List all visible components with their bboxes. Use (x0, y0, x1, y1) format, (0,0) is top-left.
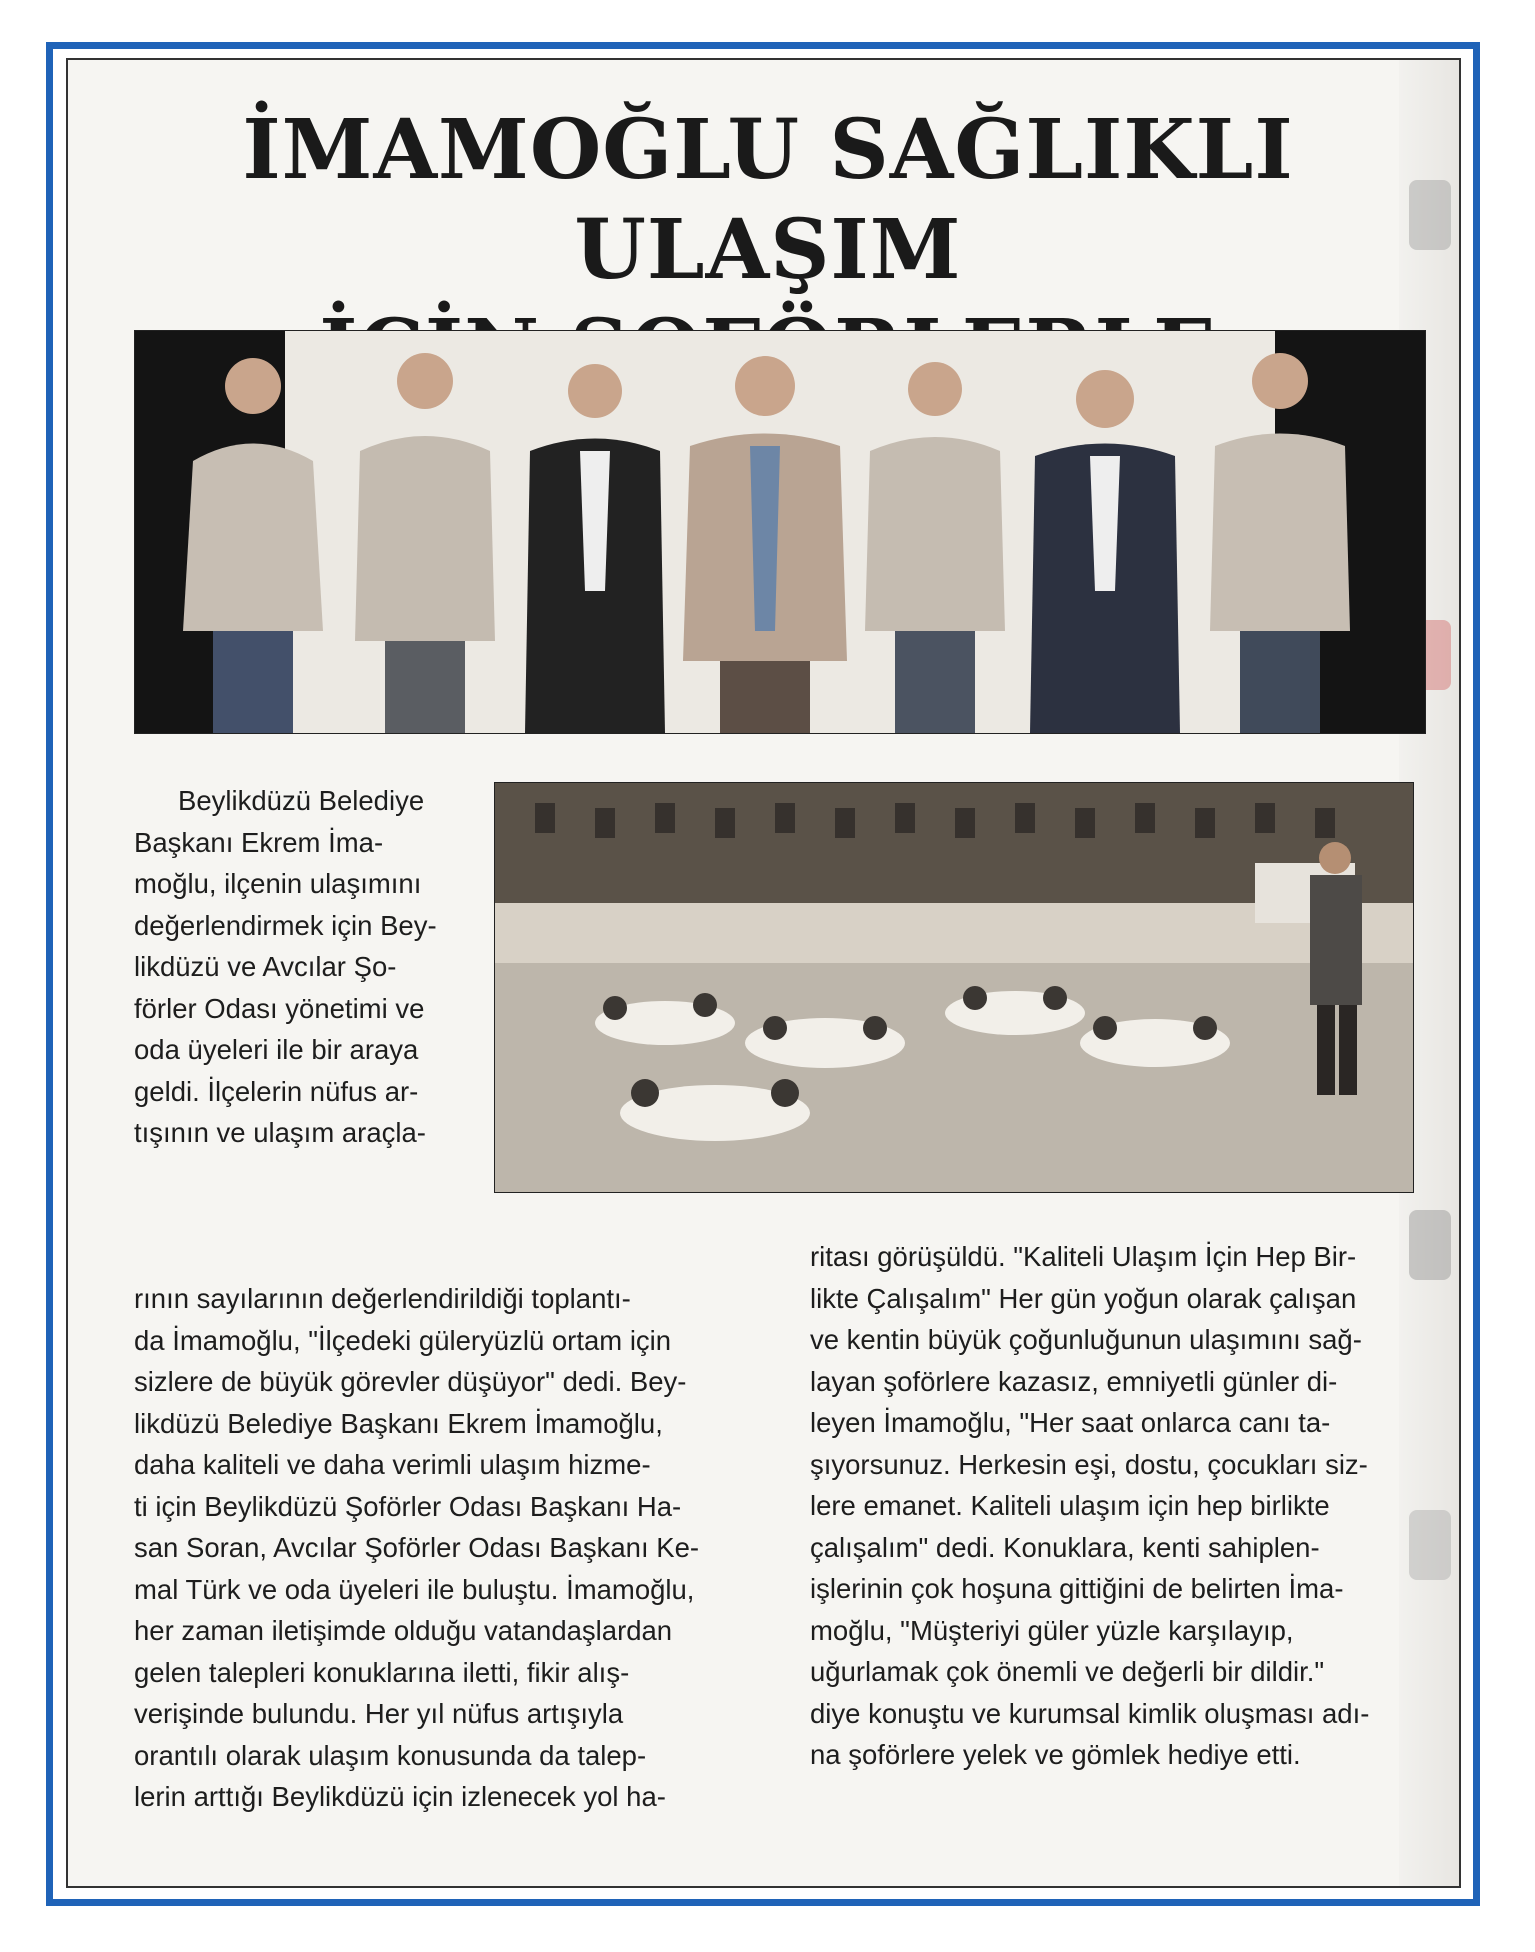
text-line: Başkanı Ekrem İma- (134, 826, 384, 858)
text-line: moğlu, ilçenin ulaşımını (134, 868, 422, 899)
article-paragraph-right (810, 1236, 1420, 1776)
banquet-hall-photo (494, 782, 1414, 1193)
text-line: sizlere de büyük görevler düşüyor" dedi. Bey- (134, 1366, 687, 1397)
text-line: ti için Beylikdüzü Şoförler Odası Başkanı Ha- (134, 1490, 682, 1522)
text-line: leyen İmamoğlu, "Her saat onlarca canı ta- (810, 1407, 1331, 1438)
text-line: ritası görüşüldü. "Kaliteli Ulaşım İçin Hep Bir- (810, 1241, 1357, 1272)
group-photo (134, 330, 1426, 734)
text-line: değerlendirmek için Bey- (134, 909, 437, 941)
text-line: daha kaliteli ve daha verimli ulaşım hizme- (134, 1449, 651, 1480)
text-line: lerin arttığı Beylikdüzü için izlenecek yol ha- (134, 1781, 666, 1812)
text-line: likdüzü ve Avcılar Şo- (134, 951, 397, 982)
text-line: çalışalım" dedi. Konuklara, kenti sahiplen- (810, 1531, 1320, 1563)
text-line: gelen talepleri konuklarına iletti, fikir alış- (134, 1656, 630, 1688)
article-column-left-bottom (134, 1278, 742, 1818)
text-line: diye konuştu ve kurumsal kimlik oluşması adı- (810, 1697, 1370, 1729)
text-line: lere emanet. Kaliteli ulaşım için hep birlikte (810, 1490, 1330, 1521)
text-line: verişinde bulundu. Her yıl nüfus artışıyla (134, 1698, 624, 1729)
article-column-left-top (134, 780, 470, 1154)
article-paragraph-left-bottom (134, 1278, 742, 1818)
text-line: mal Türk ve oda üyeleri ile buluştu. İmamoğlu, (134, 1573, 695, 1605)
text-line: orantılı olarak ulaşım konusunda da talep- (134, 1739, 647, 1771)
text-line: na şoförlere yelek ve gömlek hediye etti. (810, 1739, 1301, 1770)
text-line: Beylikdüzü Belediye (178, 785, 425, 816)
text-line: her zaman iletişimde olduğu vatandaşlardan (134, 1615, 673, 1646)
text-line: tışının ve ulaşım araçla- (134, 1117, 426, 1148)
headline-line-1: İMAMOĞLU SAĞLIKLI ULAŞIM (242, 102, 1294, 298)
article-column-right (810, 1236, 1420, 1776)
text-line: ve kentin büyük çoğunluğunun ulaşımını sağ- (810, 1324, 1362, 1355)
text-line: oda üyeleri ile bir araya (134, 1034, 419, 1065)
text-line: da İmamoğlu, "İlçedeki güleryüzlü ortam için (134, 1324, 672, 1356)
text-line: förler Odası yönetimi ve (134, 992, 425, 1024)
text-line: işlerinin çok hoşuna gittiğini de belirten İma- (810, 1573, 1344, 1604)
text-line: rının sayılarının değerlendirildiği toplantı- (134, 1283, 631, 1314)
text-line: likdüzü Belediye Başkanı Ekrem İmamoğlu, (134, 1407, 663, 1439)
article-paragraph-left-top (134, 780, 470, 1154)
text-line: likte Çalışalım" Her gün yoğun olarak çalışan (810, 1282, 1357, 1314)
text-line: layan şoförlere kazasız, emniyetli günler di- (810, 1365, 1338, 1397)
newspaper-clipping (66, 58, 1461, 1888)
text-line: moğlu, "Müşteriyi güler yüzle karşılayıp, (810, 1614, 1294, 1646)
text-line: san Soran, Avcılar Şoförler Odası Başkanı Ke- (134, 1532, 700, 1563)
text-line: şıyorsunuz. Herkesin eşi, dostu, çocukları siz- (810, 1448, 1368, 1480)
text-line: geldi. İlçelerin nüfus ar- (134, 1075, 419, 1107)
text-line: uğurlamak çok önemli ve değerli bir dildir." (810, 1656, 1325, 1687)
